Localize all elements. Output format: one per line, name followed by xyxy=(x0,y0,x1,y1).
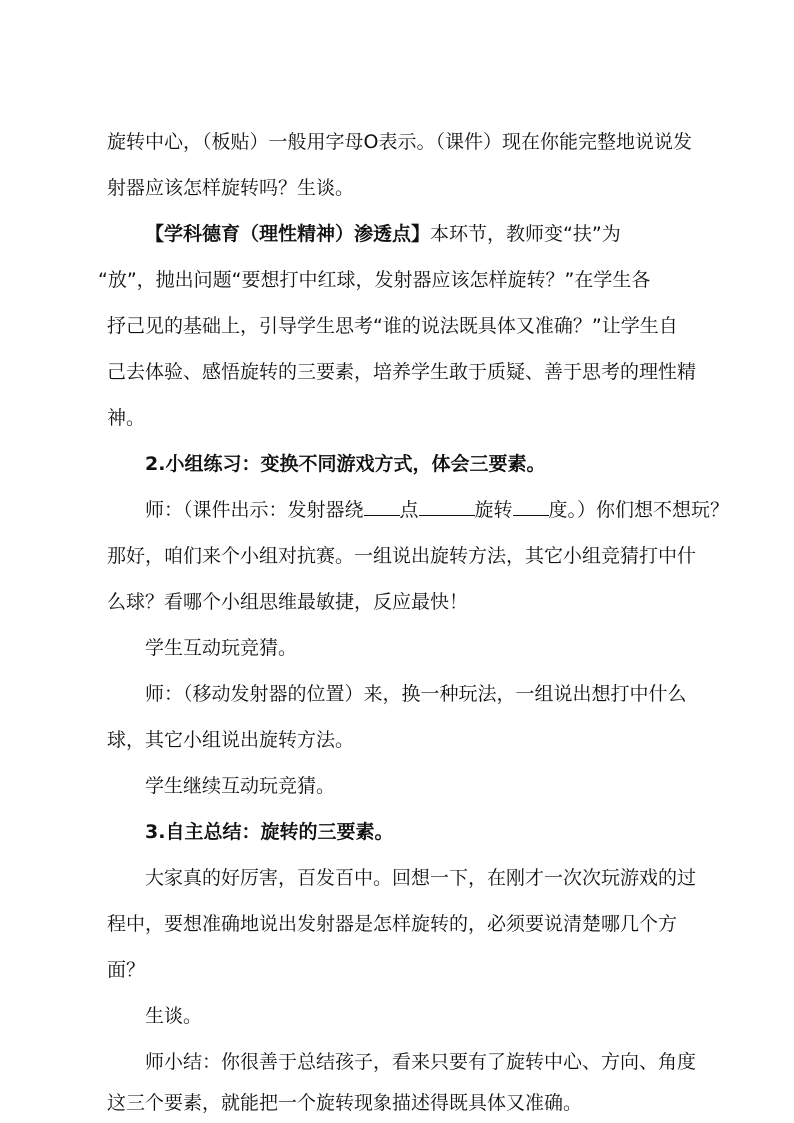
paragraph-line: 面？ xyxy=(107,959,146,981)
moral-point-text: 本环节，教师变“扶”为 xyxy=(430,223,621,245)
paragraph-line: 球，其它小组说出旋转方法。 xyxy=(107,729,355,751)
student-line: 学生互动玩竞猜。 xyxy=(145,637,298,659)
section-heading: 3.自主总结：旋转的三要素。 xyxy=(145,821,394,843)
teacher-text: 点 xyxy=(399,499,419,521)
summary-line: 这三个要素，就能把一个旋转现象描述得既具体又准确。 xyxy=(107,1092,583,1114)
fill-blank xyxy=(513,497,549,516)
teacher-line: 师：（移动发射器的位置）来，换一种玩法，一组说出想打中什么 xyxy=(145,683,687,705)
section-heading: 2.小组练习：变换不同游戏方式，体会三要素。 xyxy=(145,453,546,475)
student-line: 生谈。 xyxy=(145,1005,203,1027)
teacher-line xyxy=(0,495,794,525)
paragraph-line: 那好，咱们来个小组对抗赛。一组说出旋转方法，其它小组竞猜打中什 xyxy=(107,545,697,567)
paragraph-line: 己去体验、感悟旋转的三要素，培养学生敢于质疑、善于思考的理性精 xyxy=(107,361,697,383)
teacher-text: 度。）你们想不想玩？ xyxy=(548,499,730,521)
teacher-text: 旋转 xyxy=(474,499,513,521)
student-line: 学生继续互动玩竞猜。 xyxy=(145,775,336,797)
summary-line: 师小结：你很善于总结孩子，看来只要有了旋转中心、方向、角度 xyxy=(145,1051,697,1073)
paragraph-line: 么球？看哪个小组思维最敏捷，反应最快！ xyxy=(107,591,469,613)
paragraph-line: 射器应该怎样旋转吗？生谈。 xyxy=(107,177,355,199)
moral-point-label: 【学科德育（理性精神）渗透点】 xyxy=(145,223,431,245)
paragraph-line: 神。 xyxy=(107,407,146,429)
fill-blank xyxy=(364,497,400,516)
paragraph-line: 旋转中心，（板贴）一般用字母O表示。（课件）现在你能完整地说说发 xyxy=(107,131,692,153)
paragraph-line: “放”，抛出问题“要想打中红球，发射器应该怎样旋转？”在学生各 xyxy=(98,269,651,291)
teacher-text: 师：（课件出示：发射器绕 xyxy=(145,499,364,521)
moral-point-line xyxy=(0,219,794,249)
paragraph-line: 大家真的好厉害，百发百中。回想一下，在刚才一次次玩游戏的过 xyxy=(145,867,697,889)
fill-blank xyxy=(419,497,475,516)
paragraph-line: 程中，要想准确地说出发射器是怎样旋转的，必须要说清楚哪几个方 xyxy=(107,913,678,935)
paragraph-line: 抒己见的基础上，引导学生思考“谁的说法既具体又准确？”让学生自 xyxy=(107,315,678,337)
